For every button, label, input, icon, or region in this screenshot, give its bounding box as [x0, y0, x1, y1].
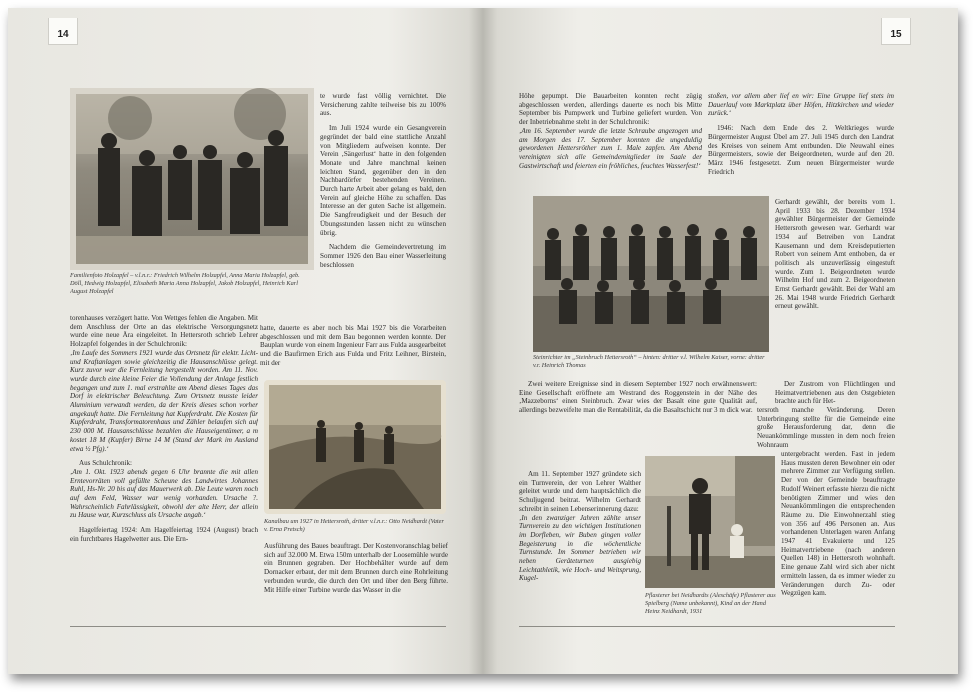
family-photo [70, 88, 314, 270]
quarry-caption-text: Steinrichter im „Steinbruch Hettersroth“ – hinten: dritter v.l. Wilhelm Kaiser, vorne: dritter v.r. Heinrich Thomas [533, 354, 765, 369]
paragraph: tersroth manche Veränderung. Deren Unterbringung stellte für die Gemeinde eine große Herausforderung dar, denn die Neuankömmlinge mussten in dem noch freien Wohnraum [757, 406, 895, 449]
right-page [483, 8, 958, 674]
right-page-col2-top [708, 92, 894, 198]
family-photo-caption: Familienfoto Holzapfel – v.l.n.r.: Friedrich Wilhelm Holzapfel, Anna Maria Holzapfel, geb. Döll, Hedwig Holzapfel, Elisabeth Maria Anna Holzapfel, Jakob Holzapfel, Heinrich Karl August Holzapfel [70, 272, 300, 295]
paragraph: Der Zustrom von Flüchtlingen und Heimatvertriebenen aus den Ostgebieten brachte auch für Het- [775, 380, 895, 406]
quarry-photo [533, 196, 769, 352]
paragraph: te wurde fast völlig vernichtet. Die Versicherung zahlte teilweise bis zu 100% aus. [320, 92, 446, 118]
quote-running: stoßen, vor allem aber lief en wir: Eine Gruppe lief stets im Dauerlauf vom Marktplatz über Höfen, Hitzkirchen und wieder zurück.‘ [708, 92, 894, 118]
paragraph: Nachdem die Gemeindevertretung im Sommer 1926 den Bau einer Wasserleitung beschlossen [320, 243, 446, 269]
paver-photo-caption: Pflasterer bei Neidhardts (Aleschäfe) Pflasterer aus Spielberg (Name unbekannt), Kind an der Hand Heinz Neidhardt, 1931 [645, 592, 776, 615]
quote-water-festival: ‚Am 16. September wurde die letzte Schraube angezogen und am Morgen des 17. September konnten die ungeduldig gewordenen Hettersröther zum 1. Male zapfen. Am Abend vereinigten sich alle Gemeindemitglieder im Saale der Gastwirtschaft und feierten ein fröhliches, feuchtes Wasserfest!‘ [519, 126, 702, 170]
paragraph: Am 11. September 1927 gründete sich ein Turnverein, der von Lehrer Walther geleitet wurde und dem hauptsächlich die Schuljugend beitrat. Wilhelm Gerhardt schreibt in seinen Lebenserinnerung dazu: [519, 470, 641, 513]
quote-electric: ‚Im Laufe des Sommers 1921 wurde das Ortsnetz für elektr. Licht- und Kraftanlagen sowie gleichzeitig die Hausanschlüsse gelegt. Kurz zuvor war die Fernleitung hergestellt worden. Am 11. Nov. wurde durch eine kleine Feier die Vollendung der Anlage festlich begangen und zum 1. mal erstrahlte am Abend dieses Tages das Dorf in elektrischer Beleuchtung. Zum Ortsnetz musste leider Aluminium verwandt werden, da der Kreis dieses schon vorher angekauft hatte. Die Fernleitung hat Kupferdraht. Die Kosten für Kupferdraht, Transformatorenhaus und Zähler belaufen sich auf 230 000 M. Hausanschlüsse bezahlen die Hauseigentümer, a m kostet 18 M (Kupfer) Birne 14 M (Stand der Mark im Ausland etwa ½ Pfg).‘ [70, 348, 258, 453]
quote-fire: ‚Am 1. Okt. 1923 abends gegen 6 Uhr brannte die mit allen Erntevorräten voll gefüllte Scheune des Landwirtes Johannes Ruhl, Hs-Nr. 20 bis auf das Mauerwerk ab. Die Leute waren noch auf dem Feld, Wasser war wenig vorhanden. Ursache ?. Wahrscheinlich Fahrlässigkeit, obwohl der alte Herr, der allein zu Hause war, Kurzschluss als Ursache angab.‘ [70, 467, 258, 520]
left-column-text [70, 314, 258, 620]
paragraph: 1946: Nach dem Ende des 2. Weltkrieges wurde Bürgermeister August Übel am 27. Juli 1945 durch den Landrat des Kreises von seinem Amt entbunden. Die Neuwahl eines Bürgermeisters, sowie der Beigeordneten, wurde auf den 20. März 1946 festgesetzt. Zum neuen Bürgermeister wurde Friedrich [708, 124, 894, 176]
paragraph: untergebracht werden. Fast in jedem Haus mussten deren Bewohner ein oder mehrere Zimmer zur Verfügung stellen. Der von der Gemeinde beauftragte Rudolf Weinert erfasste hierzu die nicht benötigten Zimmer und wies den Neuankömmlingen die entsprechenden Räume zu. Die Einwohnerzahl stieg von 356 auf 496 Personen an. Aus vorhandenen Unterlagen waren Anfang 1947 41 Evakuierte und 125 Heimatvertriebene (nach anderen Quellen 148) in Hettersroth wohnhaft. Eine genaue Zahl wird sich aber nicht ermitteln lassen, da es immer wieder zu Veränderungen durch Zu- oder Wegzügen kam. [781, 450, 895, 598]
page-number-right: 15 [881, 18, 911, 45]
paragraph: Zwei weitere Ereignisse sind in diesem September 1927 noch erwähnenswert: Eine Gesellschaft eröffnete am Westrand des Roggenstein in der Nähe des ‚Mazzeborns‘ einen Steinbruch. Zwar wies der Basalt eine gute Qualität auf, allerdings bezweifelte man die Rentabilität, da die Basaltschicht nur 3 m dick war. [519, 380, 757, 415]
right-column-mid-text [260, 324, 446, 378]
left-page [8, 8, 483, 674]
paragraph: hatte, dauerte es aber noch bis Mai 1927 bis die Vorarbeiten abgeschlossen und mit dem Bau begonnen werden konnte. Der Bauplan wurde von einem Ingenieur Farr aus Fulda ausgearbeitet und die Baufirmen Erich aus Fulda und Fritz Leihner, Birstein, mit der [260, 324, 446, 367]
paver-photo [645, 456, 775, 588]
paragraph: Aus Schulchronik: [79, 459, 133, 468]
canal-photo-caption: Kanalbau um 1927 in Hettersroth, dritter v.l.n.r.: Otto Neidhardt (Vater v. Erna Pretsch) [264, 518, 444, 533]
right-page-col1-top [519, 92, 702, 196]
right-column-top-text [320, 92, 446, 324]
canal-photo [264, 380, 446, 514]
paragraph: Ausführung des Baues beauftragt. Der Kostenvoranschlag belief sich auf 32.000 M. Etwa 150m unterhalb der Loosemühle wurde ein Brunnen gegraben. Der Hochbehälter wurde auf dem Dornacker erbaut, der mit dem Brunnen durch eine Rohrleitung verbunden wurde, die durch den Ort und über den Berg führte. Mit Hilfe einer Turbine wurde das Wasser in die [264, 542, 448, 594]
quarry-photo-caption [533, 354, 773, 372]
magazine-spread [8, 8, 958, 674]
paragraph: Im Juli 1924 wurde ein Gesangverein gegründet der bald eine stattliche Anzahl von Mitgliedern aufweisen konnte. Der Verein ‚Sängerlust‘ hatte in den folgenden Monate und Jahre manchmal keinen leichten Stand, gegenüber den in den Nachbardörfer bestehenden Vereinen. Durch harte Arbeit aber gelang es bald, den Verein auf gleiche Höhe zu schaffen. Das Interesse an der guten Sache ist allgemein. Die Sangfreudigkeit und der Besuch der Übungsstunden lassen nicht zu wünschen übrig. [320, 124, 446, 237]
footer-rule-left [70, 626, 446, 627]
right-page-col1-bottom [519, 470, 641, 622]
footer-rule-right [519, 626, 895, 627]
paragraph: Hagelfeiertag 1924: Am Hagelfeiertag 1924 (August) brach ein furchtbares Hagelwetter aus. Die Ern- [70, 526, 258, 543]
paragraph: Höhe gepumpt. Die Bauarbeiten konnten recht zügig abgeschlossen werden, allerdings dauerte es noch bis Mitte September bis Pumpwerk und Turbine geliefert wurden. Von der Inbetriebnahme steht in der Schulchronik: [519, 92, 702, 127]
page-number-left: 14 [48, 18, 78, 45]
paragraph: torenhauses verzögert hatte. Von Wettges fehlen die Angaben. Mit dem Anschluss der Orte an das elektrische Versorgungsnetz wurde eine neue Ära eingeleitet. In Hettersroth schrieb Lehrer Holzapfel folgendes in der Schulchronik: [70, 314, 258, 349]
right-page-col2-bottom [781, 450, 895, 622]
paragraph: Gerhardt gewählt, der bereits vom 1. April 1933 bis 28. Dezember 1934 gewählter Bürgermeister der Gemeinde Hettersroth gewesen war. Gerhardt war 1934 auf Betreiben von Landrat Kausemann und dem Kreisdeputierten Robert von seinem Amt enthoben, da er politisch als unzuverlässig eingestuft wurde. Zum 1. Beigeordneten wurde Wilhelm Hof und zum 2. Beigeordneten Ernst Gerhardt gewählt. Bei der Wahl am 26. Mai 1948 wurde Friedrich Gerhardt erneut gewählt. [775, 198, 895, 311]
right-page-col2-wide-text [757, 406, 895, 450]
quote-turnverein: ‚In den zwanziger Jahren zählte unser Turnverein zu den wichtigen Institutionen im Dorfleben, wir Buben gingen voller Begeisterung in die wöchentliche Turnstunde. Im Sommer betrieben wir neben Geräteturnen ausgiebig Leichtathletik, wie Hoch- und Weitsprung, Kugel- [519, 513, 641, 583]
right-page-col2-beside-photo [775, 198, 895, 374]
right-column-bottom-text [264, 542, 448, 622]
